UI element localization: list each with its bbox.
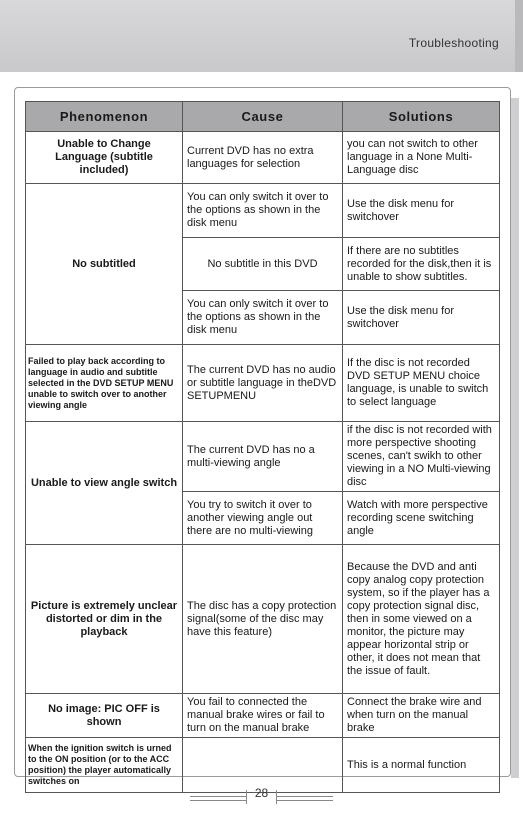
phenomenon-cell: Picture is extremely unclear distorted or dim in the playback <box>26 545 183 694</box>
cause-cell <box>183 738 343 793</box>
table-row <box>26 738 500 793</box>
page-number: 28 <box>254 786 269 800</box>
solution-cell: Use the disk menu for switchover <box>343 291 500 345</box>
table-row <box>26 132 500 184</box>
phenomenon-cell: When the ignition switch is urned to the ON position (or to the ACC position) the player automatically switches on <box>26 738 183 793</box>
table-row <box>26 184 500 238</box>
cause-cell: You can only switch it over to the options as shown in the disk menu <box>183 184 343 238</box>
solution-cell: If there are no subtitles recorded for the disk,then it is unable to show subtitles. <box>343 238 500 291</box>
phenomenon-cell: No subtitled <box>26 184 183 345</box>
table-row <box>26 694 500 738</box>
troubleshooting-table <box>25 101 500 793</box>
table-row <box>26 422 500 492</box>
cause-cell: The disc has a copy protection signal(some of the disc may have this feature) <box>183 545 343 694</box>
cause-cell: You fail to connected the manual brake wires or fail to turn on the manual brake <box>183 694 343 738</box>
header-phenomenon: Phenomenon <box>26 102 183 132</box>
solution-cell: This is a normal function <box>343 738 500 793</box>
section-title: Troubleshooting <box>408 36 499 50</box>
solution-cell: Watch with more perspective recording scene switching angle <box>343 492 500 545</box>
solution-cell: If the disc is not recorded DVD SETUP MENU choice language, is unable to switch to select language <box>343 345 500 422</box>
cause-cell: You can only switch it over to the options as shown in the disk menu <box>183 291 343 345</box>
table-row <box>26 345 500 422</box>
cause-cell: No subtitle in this DVD <box>183 238 343 291</box>
solution-cell: you can not switch to other language in a None Multi-Language disc <box>343 132 500 184</box>
table-row <box>26 545 500 694</box>
phenomenon-cell: Unable to view angle switch <box>26 422 183 545</box>
phenomenon-cell: No image: PIC OFF is shown <box>26 694 183 738</box>
header-cause: Cause <box>183 102 343 132</box>
solution-cell: Because the DVD and anti copy analog copy protection system, so if the player has a copy protection signal disc, then in some viewed on a monitor, the picture may appear horizontal strip or other, it does not mean that the issue of fault. <box>343 545 500 694</box>
cause-cell: Current DVD has no extra languages for selection <box>183 132 343 184</box>
cause-cell: The current DVD has no a multi-viewing angle <box>183 422 343 492</box>
phenomenon-cell: Unable to Change Language (subtitle included) <box>26 132 183 184</box>
solution-cell: Connect the brake wire and when turn on the manual brake <box>343 694 500 738</box>
solution-cell: Use the disk menu for switchover <box>343 184 500 238</box>
table-header-row <box>26 102 500 132</box>
cause-cell: The current DVD has no audio or subtitle language in theDVD SETUPMENU <box>183 345 343 422</box>
phenomenon-cell: Failed to play back according to language in audio and subtitle selected in the DVD SETUP MENU unable to switch over to another viewing angle <box>26 345 183 422</box>
footer-rule-right <box>277 796 333 801</box>
header-solutions: Solutions <box>343 102 500 132</box>
solution-cell: if the disc is not recorded with more perspective shooting scenes, can't swikh to other viewing in a NO Multi-viewing disc <box>343 422 500 492</box>
cause-cell: You try to switch it over to another viewing angle out there are no multi-viewing <box>183 492 343 545</box>
